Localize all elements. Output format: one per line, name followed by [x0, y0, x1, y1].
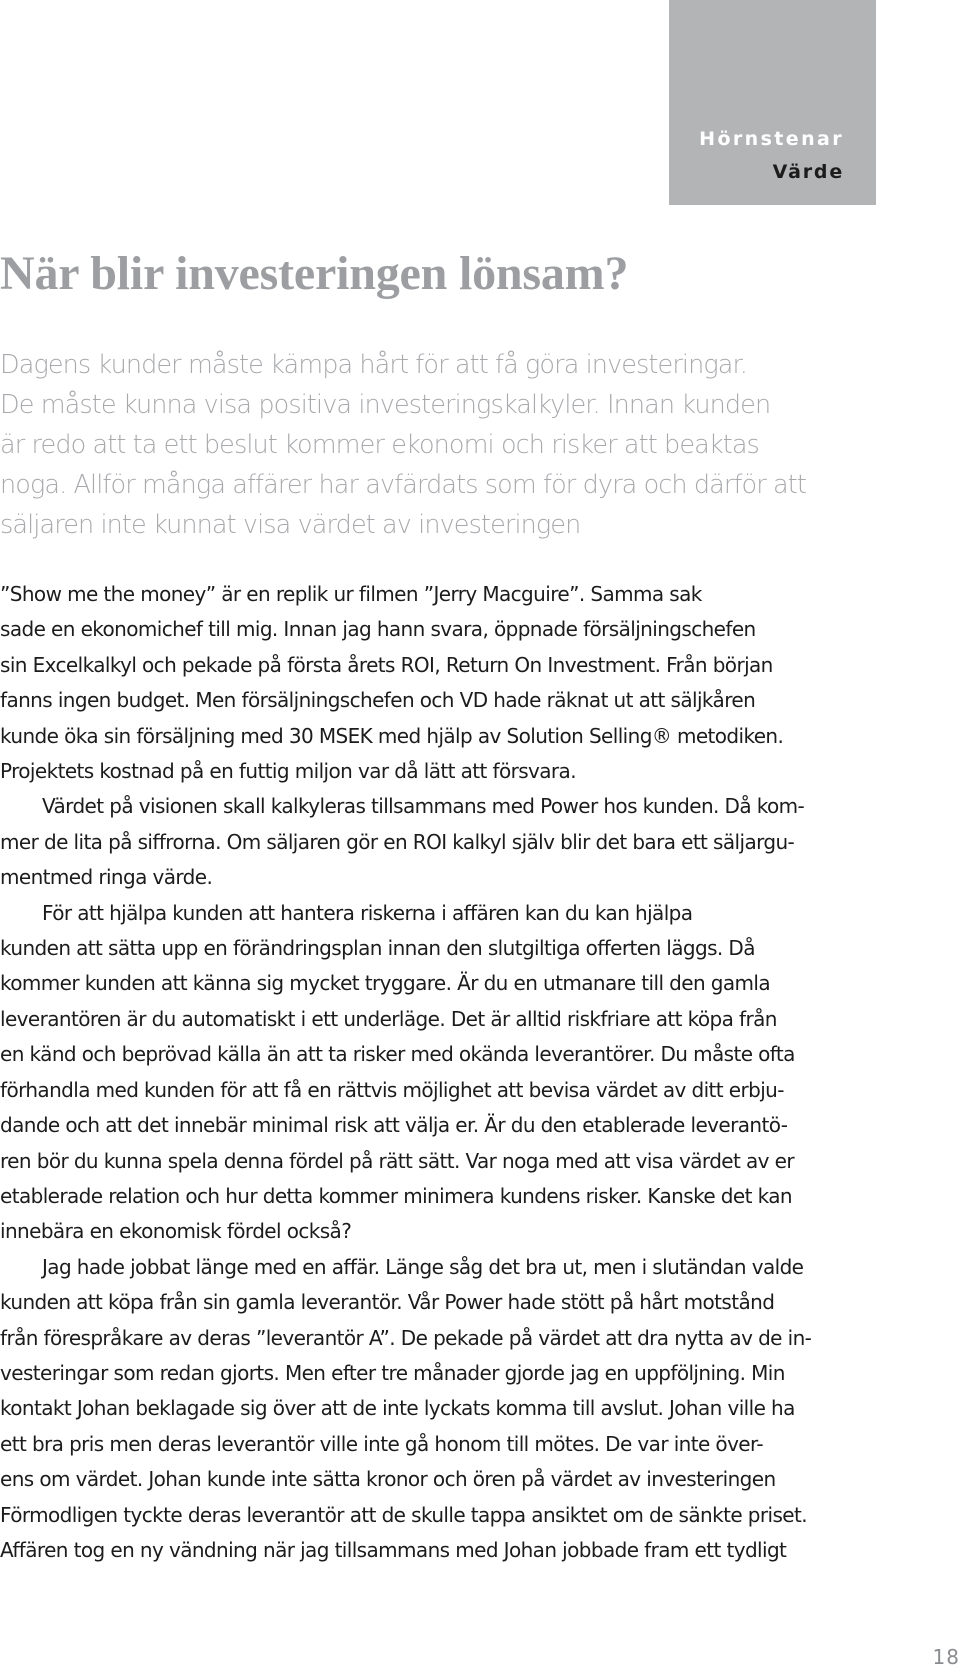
body-line: sade en ekonomichef till mig. Innan jag hann svara, öppnade försäljningschefen — [0, 617, 756, 642]
body-line: kunde öka sin försäljning med 30 MSEK med hjälp av Solution Selling® metodiken. — [0, 723, 784, 748]
body-line: Affären tog en ny vändning när jag tillsammans med Johan jobbade fram ett tydligt — [0, 1537, 787, 1562]
body-line: mer de lita på siffrorna. Om säljaren gör en ROI kalkyl själv blir det bara ett säljargu- — [0, 829, 795, 854]
body-line: fanns ingen budget. Men försäljningschefen och VD hade räknat ut att säljkåren — [0, 688, 756, 713]
intro-line: Dagens kunder måste kämpa hårt för att få göra investeringar. — [0, 350, 747, 380]
page-title: När blir investeringen lönsam? — [0, 247, 629, 300]
body-line: mentmed ringa värde. — [0, 865, 213, 890]
body-line: ”Show me the money” är en replik ur filmen ”Jerry Macguire”. Samma sak — [0, 582, 702, 606]
body-line: ren bör du kunna spela denna fördel på rätt sätt. Var noga med att visa värdet av er — [0, 1148, 794, 1173]
body-line: Jag hade jobbat länge med en affär. Länge såg det bra ut, men i slutändan valde — [42, 1254, 804, 1279]
section-label: Hörnstenar — [699, 128, 844, 150]
body-line: kommer kunden att känna sig mycket tryggare. Är du en utmanare till den gamla — [0, 971, 771, 996]
intro-line: är redo att ta ett beslut kommer ekonomi och risker att beaktas — [0, 430, 759, 460]
body-line: kunden att köpa från sin gamla leverantör. Vår Power hade stött på hårt motstånd — [0, 1290, 775, 1315]
intro-line: säljaren inte kunnat visa värdet av investeringen — [0, 510, 581, 540]
body-line: ens om värdet. Johan kunde inte sätta kronor och ören på värdet av investeringen — [0, 1467, 776, 1492]
body-line: innebära en ekonomisk fördel också? — [0, 1219, 352, 1244]
body-line: från förespråkare av deras ”leverantör A”. De pekade på värdet att dra nytta av de in- — [0, 1325, 812, 1350]
body-line: kunden att sätta upp en förändringsplan innan den slutgiltiga offerten läggs. Då — [0, 936, 755, 961]
topic-label: Värde — [772, 161, 844, 183]
section-tab — [669, 0, 876, 205]
body-line: en känd och beprövad källa än att ta risker med okända leverantörer. Du måste ofta — [0, 1042, 795, 1067]
intro-line: noga. Allför många affärer har avfärdats som för dyra och därför att — [0, 470, 806, 500]
body-line: etablerade relation och hur detta kommer minimera kundens risker. Kanske det kan — [0, 1183, 792, 1208]
body-line: leverantören är du automatiskt i ett underläge. Det är alltid riskfriare att köpa från — [0, 1006, 777, 1031]
page-number: 18 — [932, 1645, 960, 1669]
body-line: kontakt Johan beklagade sig över att de inte lyckats komma till avslut. Johan ville ha — [0, 1396, 795, 1421]
body-text — [0, 577, 880, 1568]
body-line: förhandla med kunden för att få en rättvis möjlighet att bevisa värdet av ditt erbju- — [0, 1077, 784, 1102]
body-line: För att hjälpa kunden att hantera riskerna i affären kan du kan hjälpa — [42, 900, 693, 925]
intro-paragraph — [0, 345, 880, 545]
intro-line: De måste kunna visa positiva investeringskalkyler. Innan kunden — [0, 390, 771, 420]
body-line: Förmodligen tyckte deras leverantör att de skulle tappa ansiktet om de sänkte priset. — [0, 1502, 807, 1527]
body-line: sin Excelkalkyl och pekade på första årets ROI, Return On Investment. Från början — [0, 652, 773, 677]
body-line: dande och att det innebär minimal risk att välja er. Är du den etablerade leverantö- — [0, 1113, 788, 1138]
body-line: ett bra pris men deras leverantör ville inte gå honom till mötes. De var inte över- — [0, 1431, 763, 1456]
body-line: vesteringar som redan gjorts. Men efter tre månader gjorde jag en uppföljning. Min — [0, 1360, 785, 1385]
body-line: Värdet på visionen skall kalkyleras tillsammans med Power hos kunden. Då kom- — [42, 794, 805, 819]
body-line: Projektets kostnad på en futtig miljon var då lätt att försvara. — [0, 759, 576, 784]
